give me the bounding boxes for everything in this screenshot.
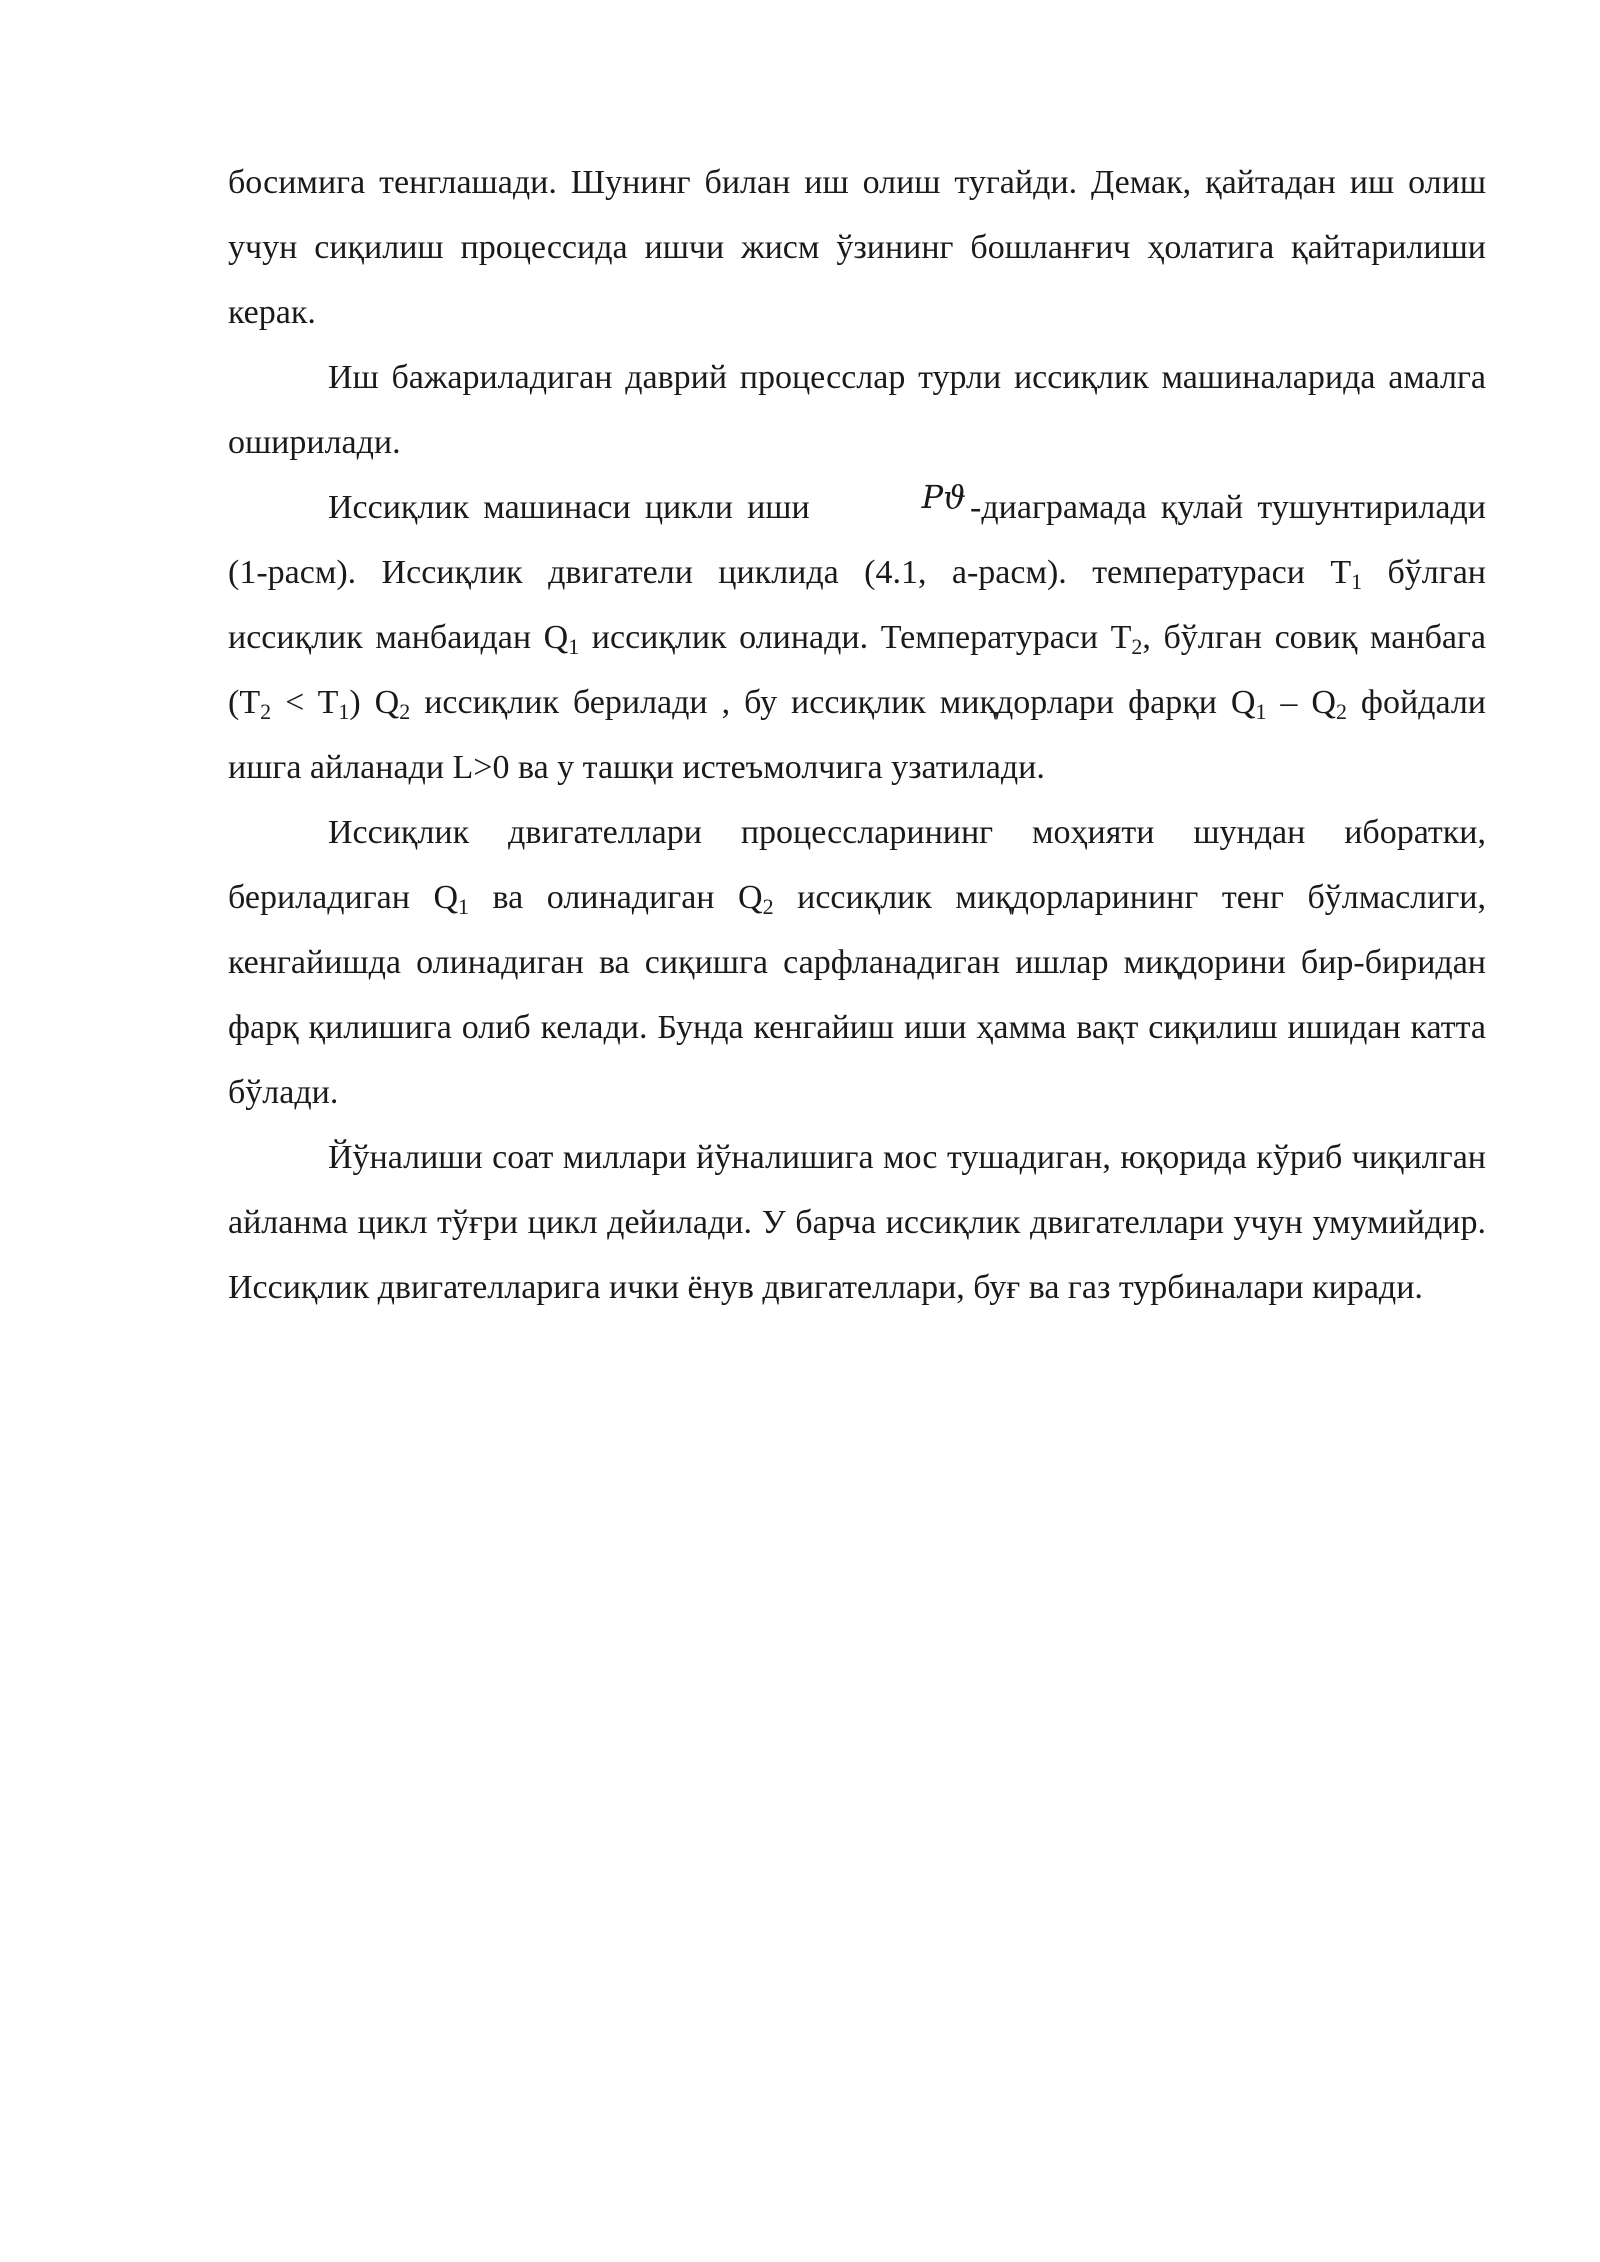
paragraph-3-text: -диаграмада қулай тушунтирилади (1-расм). Иссиқлик двигатели циклида (4.1, а-расм). температураси T [228, 489, 1486, 591]
paragraph-3-text: иссиқлик олинади. Температураси T [579, 619, 1132, 656]
subscript: 1 [1351, 569, 1363, 594]
paragraph-3-text: Иссиқлик машинаси цикли иши [328, 489, 810, 526]
pv-diagram-formula: Pϑ [921, 478, 967, 516]
subscript: 1 [338, 699, 350, 724]
paragraph-3-text: < T [271, 684, 339, 721]
paragraph-3-text: , бўлган совиқ манбага (T [228, 619, 1486, 721]
subscript: 2 [1335, 699, 1347, 724]
subscript: 2 [762, 894, 774, 919]
paragraph-4-text: иссиқлик миқдорларининг тенг бўлмаслиги, кенгайишда олинадиган ва сиқишга сарфланадиган ишлар миқдорини бир-биридан фарқ қилишига олиб келади. Бунда кенгайиш иши ҳамма вақт сиқилиш ишидан катта бўлади. [228, 879, 1486, 1111]
subscript: 2 [399, 699, 411, 724]
paragraph-5-text: Йўналиши соат миллари йўналишига мос тушадиган, юқорида кўриб чиқилган айланма цикл тўғри цикл дейилади. У барча иссиқлик двигателлари учун умумийдир. Иссиқлик двигателларига ички ёнув двигателлари, буғ ва газ турбиналари киради. [228, 1139, 1486, 1306]
subscript: 2 [1131, 634, 1143, 659]
document-body [228, 150, 1486, 1320]
paragraph-2 [228, 345, 1486, 475]
paragraph-4-text: Иссиқлик двигателлари процессларининг моҳияти шундан иборатки, бериладиган Q [228, 814, 1486, 916]
paragraph-3-text: бўлган иссиқлик манбаидан Q [228, 554, 1487, 656]
paragraph-2-text: Иш бажариладиган даврий процесслар турли иссиқлик машиналарида амалга оширилади. [228, 359, 1486, 461]
paragraph-3-text: – Q [1266, 684, 1336, 721]
paragraph-4 [228, 800, 1486, 1125]
paragraph-4-text: ва олинадиган Q [469, 879, 763, 916]
paragraph-5 [228, 1125, 1486, 1320]
paragraph-3-text: иссиқлик берилади , бу иссиқлик миқдорлари фарқи Q [410, 684, 1256, 721]
subscript: 2 [260, 699, 272, 724]
paragraph-1-text: босимига тенглашади. Шунинг билан иш олиш тугайди. Демак, қайтадан иш олиш учун сиқилиш процессида ишчи жисм ўзининг бошланғич ҳолатига қайтарилиши керак. [228, 164, 1486, 331]
paragraph-3 [228, 475, 1486, 800]
subscript: 1 [1255, 699, 1267, 724]
subscript: 1 [458, 894, 470, 919]
paragraph-1 [228, 150, 1486, 345]
subscript: 1 [568, 634, 580, 659]
paragraph-3-text: ) Q [349, 684, 400, 721]
paragraph-3-text: фойдали ишга айланади L>0 ва у ташқи истеъмолчига узатилади. [228, 684, 1486, 786]
